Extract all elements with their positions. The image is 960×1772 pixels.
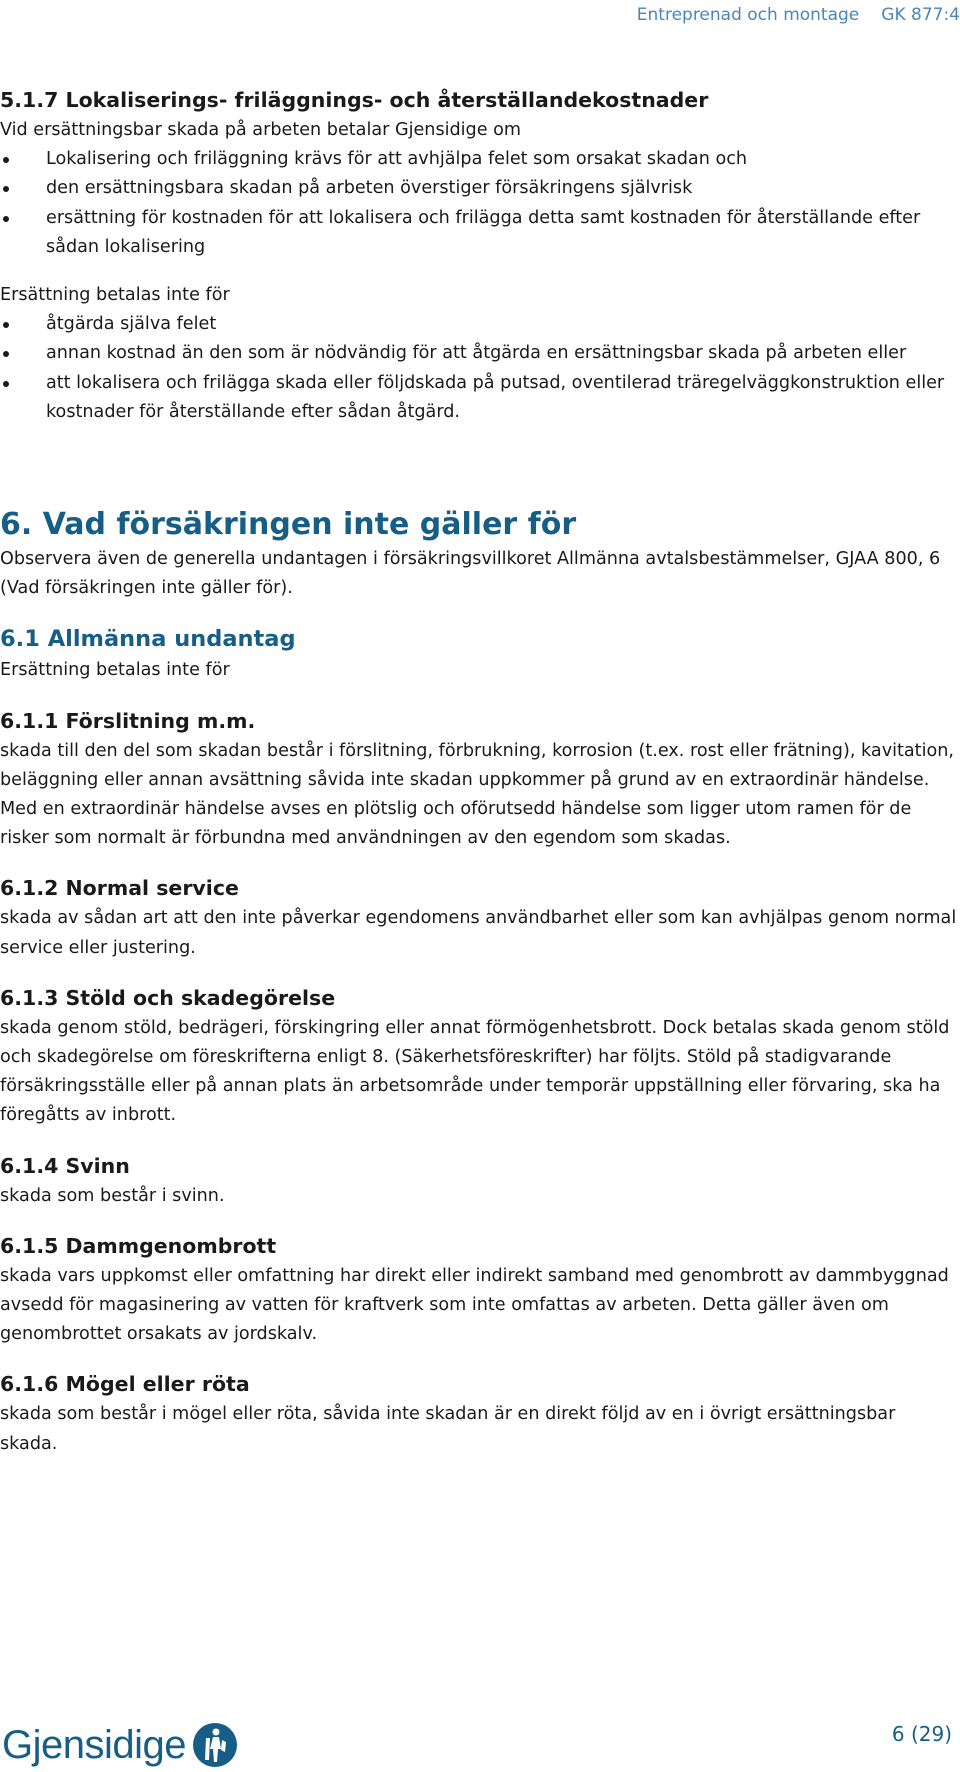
viking-emblem-icon <box>192 1722 238 1768</box>
page-number: 6 (29) <box>891 1722 952 1746</box>
gjensidige-logo <box>2 1722 238 1768</box>
paragraph-6-1-3: skada genom stöld, bedrägeri, förskingring eller annat förmögenhetsbrott. Dock betalas skada genom stöld och skadegörelse om föreskrifterna enligt 8. (Säkerhetsföreskrifter) har följts. Stöld på stadigvarande försäkringsställe eller på annan plats än arbetsområde under temporär uppställning eller förvaring, ska ha föregåtts av inbrott. <box>0 1017 950 1126</box>
section-title-6: 6. Vad försäkringen inte gäller för <box>0 507 577 543</box>
heading-6-1-6: 6.1.6 Mögel eller röta <box>0 1372 250 1397</box>
paragraph-6-intro: Observera även de generella undantagen i försäkringsvillkoret Allmänna avtalsbestämmelser, GJAA 800, 6 (Vad försäkringen inte gäller för). <box>0 549 941 599</box>
header-doc-title: Entreprenad och montage <box>636 5 860 25</box>
subsection-title-6-1: 6.1 Allmänna undantag <box>0 626 296 653</box>
paragraph-6-1-1: skada till den del som skadan består i förslitning, förbrukning, korrosion (t.ex. rost eller frätning), kavitation, beläggning eller annan avsättning såvida inte skadan uppkommer på grund av en extraordinär händelse. Med en extraordinär händelse avses en plötslig och oförutsedd händelse som ligger utom ramen för de risker som normalt är förbundna med användningen av den egendom som skadas. <box>0 740 954 849</box>
heading-6-1-2: 6.1.2 Normal service <box>0 876 239 901</box>
paragraph-6-1-6: skada som består i mögel eller röta, såvida inte skadan är en direkt följd av en i övrigt ersättningsbar skada. <box>0 1404 896 1454</box>
list-item: åtgärda själva felet <box>0 310 958 339</box>
bullet-list-5-1-7-b <box>0 310 958 427</box>
heading-6-1-4: 6.1.4 Svinn <box>0 1153 130 1178</box>
paragraph-6-1-5: skada vars uppkomst eller omfattning har direkt eller indirekt samband med genombrott av dammbyggnad avsedd för magasinering av vatten för kraftverk som inte omfattas av arbeten. Detta gäller även om genombrottet orsakats av jordskalv. <box>0 1265 949 1345</box>
header-doc-code: GK 877:4 <box>881 5 960 25</box>
list-item: annan kostnad än den som är nödvändig för att åtgärda en ersättningsbar skada på arbeten eller <box>0 339 958 368</box>
page-content <box>0 84 958 1459</box>
paragraph-6-1-2: skada av sådan art att den inte påverkar egendomens användbarhet eller som kan avhjälpas genom normal service eller justering. <box>0 908 957 958</box>
list-item: att lokalisera och frilägga skada eller följdskada på putsad, oventilerad träregelväggkonstruktion eller kostnader för återställande efter sådan åtgärd. <box>0 369 958 427</box>
list-item: ersättning för kostnaden för att lokalisera och frilägga detta samt kostnaden för återställande efter sådan lokalisering <box>0 204 958 262</box>
bullet-list-5-1-7-a <box>0 145 958 262</box>
logo-wordmark: Gjensidige <box>2 1722 187 1767</box>
heading-6-1-1: 6.1.1 Förslitning m.m. <box>0 708 256 733</box>
list-item: Lokalisering och friläggning krävs för att avhjälpa felet som orsakat skadan och <box>0 145 958 174</box>
heading-5-1-7: 5.1.7 Lokaliserings- friläggnings- och återställandekostnader <box>0 88 709 112</box>
paragraph-6-1-intro: Ersättning betalas inte för <box>0 660 230 681</box>
heading-6-1-5: 6.1.5 Dammgenombrott <box>0 1233 277 1258</box>
paragraph-5-1-7-intro: Vid ersättningsbar skada på arbeten betalar Gjensidige om <box>0 120 522 140</box>
heading-6-1-3: 6.1.3 Stöld och skadegörelse <box>0 985 336 1010</box>
paragraph-6-1-4: skada som består i svinn. <box>0 1185 225 1206</box>
running-header <box>637 5 960 25</box>
paragraph-5-1-7-intro2: Ersättning betalas inte för <box>0 285 230 306</box>
list-item: den ersättningsbara skadan på arbeten överstiger försäkringens självrisk <box>0 174 958 203</box>
